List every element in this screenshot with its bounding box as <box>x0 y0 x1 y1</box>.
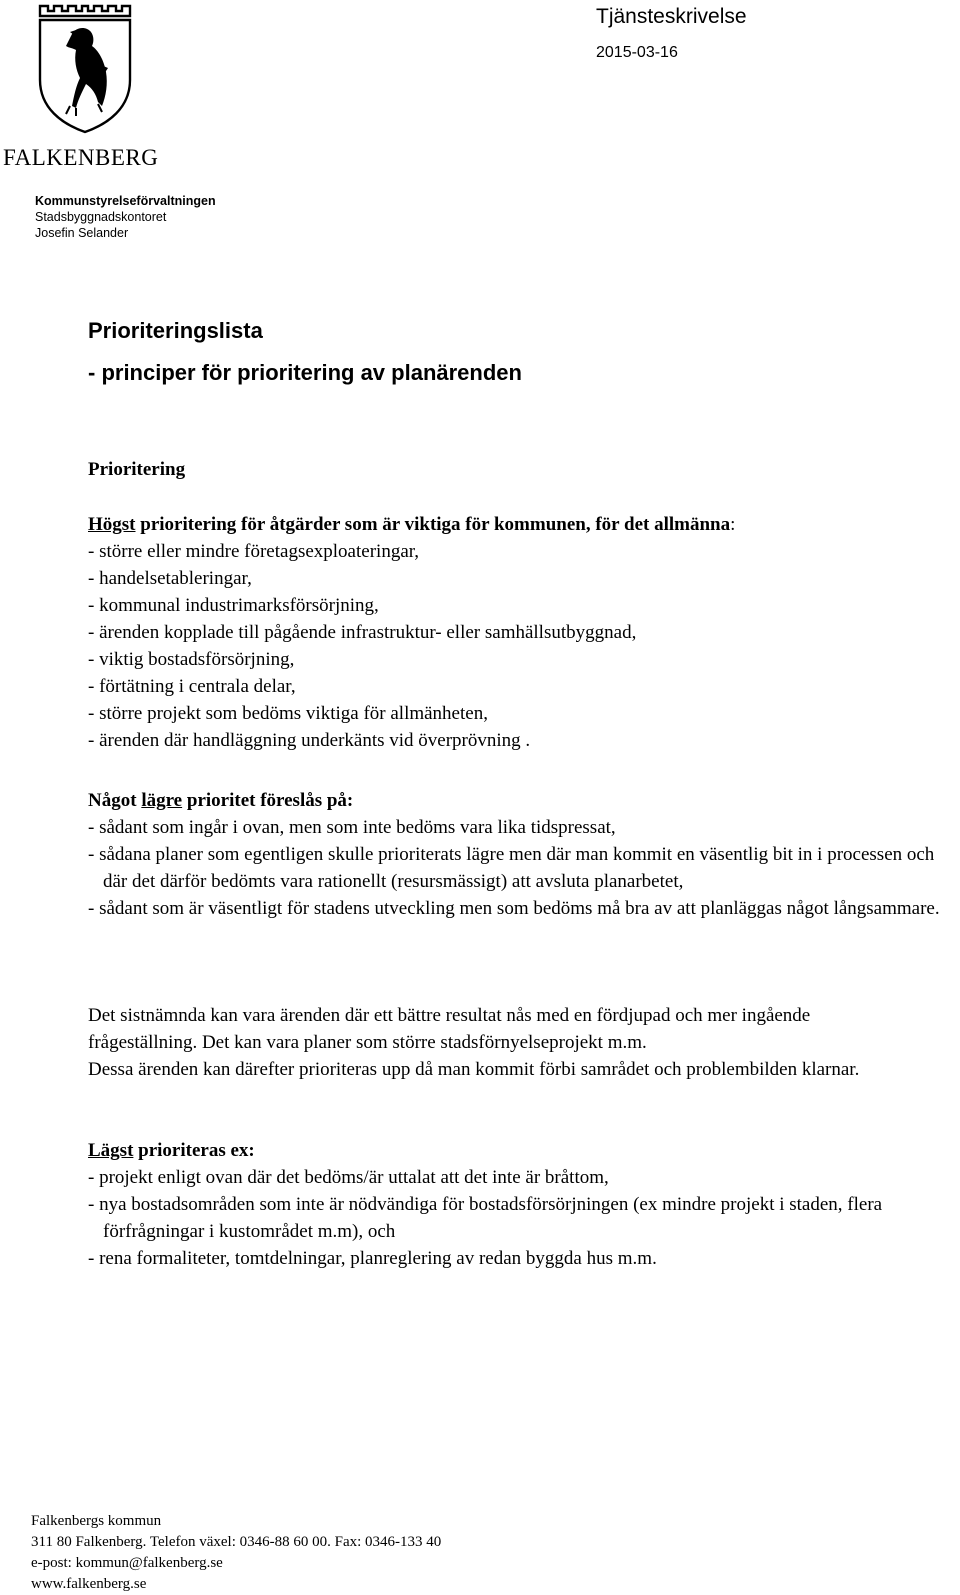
lower-heading-text: prioritet föreslås på: <box>182 790 354 811</box>
falkenberg-wordmark: FALKENBERG <box>3 145 159 170</box>
footer-email[interactable]: e-post: kommun@falkenberg.se <box>31 1555 223 1571</box>
lower-priority-heading <box>88 787 948 814</box>
lower-priority-section <box>88 787 948 922</box>
high-priority-heading <box>88 511 735 538</box>
lowest-priority-section <box>88 1137 950 1272</box>
high-heading-colon: : <box>730 514 736 535</box>
org-name: Kommunstyrelseförvaltningen <box>35 194 216 208</box>
list-item: - kommunal industrimarksförsörjning, <box>88 595 379 616</box>
list-item: - sådant som ingår i ovan, men som inte bedöms vara lika tidspressat, <box>88 817 616 838</box>
list-item: - handelsetableringar, <box>88 568 252 589</box>
high-priority-section <box>88 511 735 754</box>
list-item: - större eller mindre företagsexploateringar, <box>88 541 420 562</box>
note-paragraph: Det sistnämnda kan vara ärenden där ett bättre resultat nås med en fördjupad och mer ingående frågeställning. Det kan vara planer som större stadsförnyelseprojekt m.m. <box>88 1005 811 1053</box>
list-item: - sådana planer som egentligen skulle prioriterats lägre men där man kommit en väsentlig bit in i processen och där det därför bedömts vara rationellt (resursmässigt) att avsluta planarbetet, <box>88 844 935 892</box>
list-item: - ärenden där handläggning underkänts vid överprövning . <box>88 730 531 751</box>
page-title: Prioriteringslista <box>88 318 263 343</box>
section-heading: Prioritering <box>88 459 186 480</box>
lower-prefix: Något <box>88 790 142 811</box>
high-priority-list <box>88 538 735 754</box>
low-keyword: Lägst <box>88 1140 134 1161</box>
note-paragraph: Dessa ärenden kan därefter prioriteras upp då man kommit förbi samrådet och problembilden klarnar. <box>88 1059 860 1080</box>
footer-website[interactable]: www.falkenberg.se <box>31 1576 147 1592</box>
list-item: - viktig bostadsförsörjning, <box>88 649 295 670</box>
high-heading-text: prioritering för åtgärder som är viktiga för kommunen, för det allmänna <box>135 514 731 535</box>
list-item: - större projekt som bedöms viktiga för allmänheten, <box>88 703 488 724</box>
page-subtitle: - principer för prioritering av planärenden <box>88 360 522 385</box>
list-item: - ärenden kopplade till pågående infrastruktur- eller samhällsutbyggnad, <box>88 622 637 643</box>
low-heading-text: prioriteras ex: <box>133 1140 255 1161</box>
author: Josefin Selander <box>35 226 129 240</box>
organization-block <box>35 193 216 241</box>
note-section <box>88 1002 908 1083</box>
footer-address: 311 80 Falkenberg. Telefon växel: 0346-88 60 00. Fax: 0346-133 40 <box>31 1534 442 1550</box>
list-item: - nya bostadsområden som inte är nödvändiga för bostadsförsörjningen (ex mindre projekt i staden, flera förfrågningar i kustområdet m.m), och <box>88 1194 883 1242</box>
document-date: 2015-03-16 <box>596 44 678 61</box>
list-item: - projekt enligt ovan där det bedöms/är uttalat att det inte är bråttom, <box>88 1167 609 1188</box>
lower-priority-list <box>88 814 948 922</box>
lowest-priority-heading <box>88 1137 950 1164</box>
lowest-priority-list <box>88 1164 950 1272</box>
list-item: - sådant som är väsentligt för stadens utveckling men som bedöms må bra av att planläggas något långsammare. <box>88 898 940 919</box>
lower-keyword: lägre <box>141 790 183 811</box>
high-keyword: Högst <box>88 514 136 535</box>
department: Stadsbyggnadskontoret <box>35 210 167 224</box>
footer <box>31 1511 441 1595</box>
document-type: Tjänsteskrivelse <box>596 5 747 28</box>
list-item: - rena formaliteter, tomtdelningar, planreglering av redan byggda hus m.m. <box>88 1248 657 1269</box>
footer-name: Falkenbergs kommun <box>31 1513 162 1529</box>
coat-of-arms-logo <box>36 2 134 134</box>
list-item: - förtätning i centrala delar, <box>88 676 296 697</box>
